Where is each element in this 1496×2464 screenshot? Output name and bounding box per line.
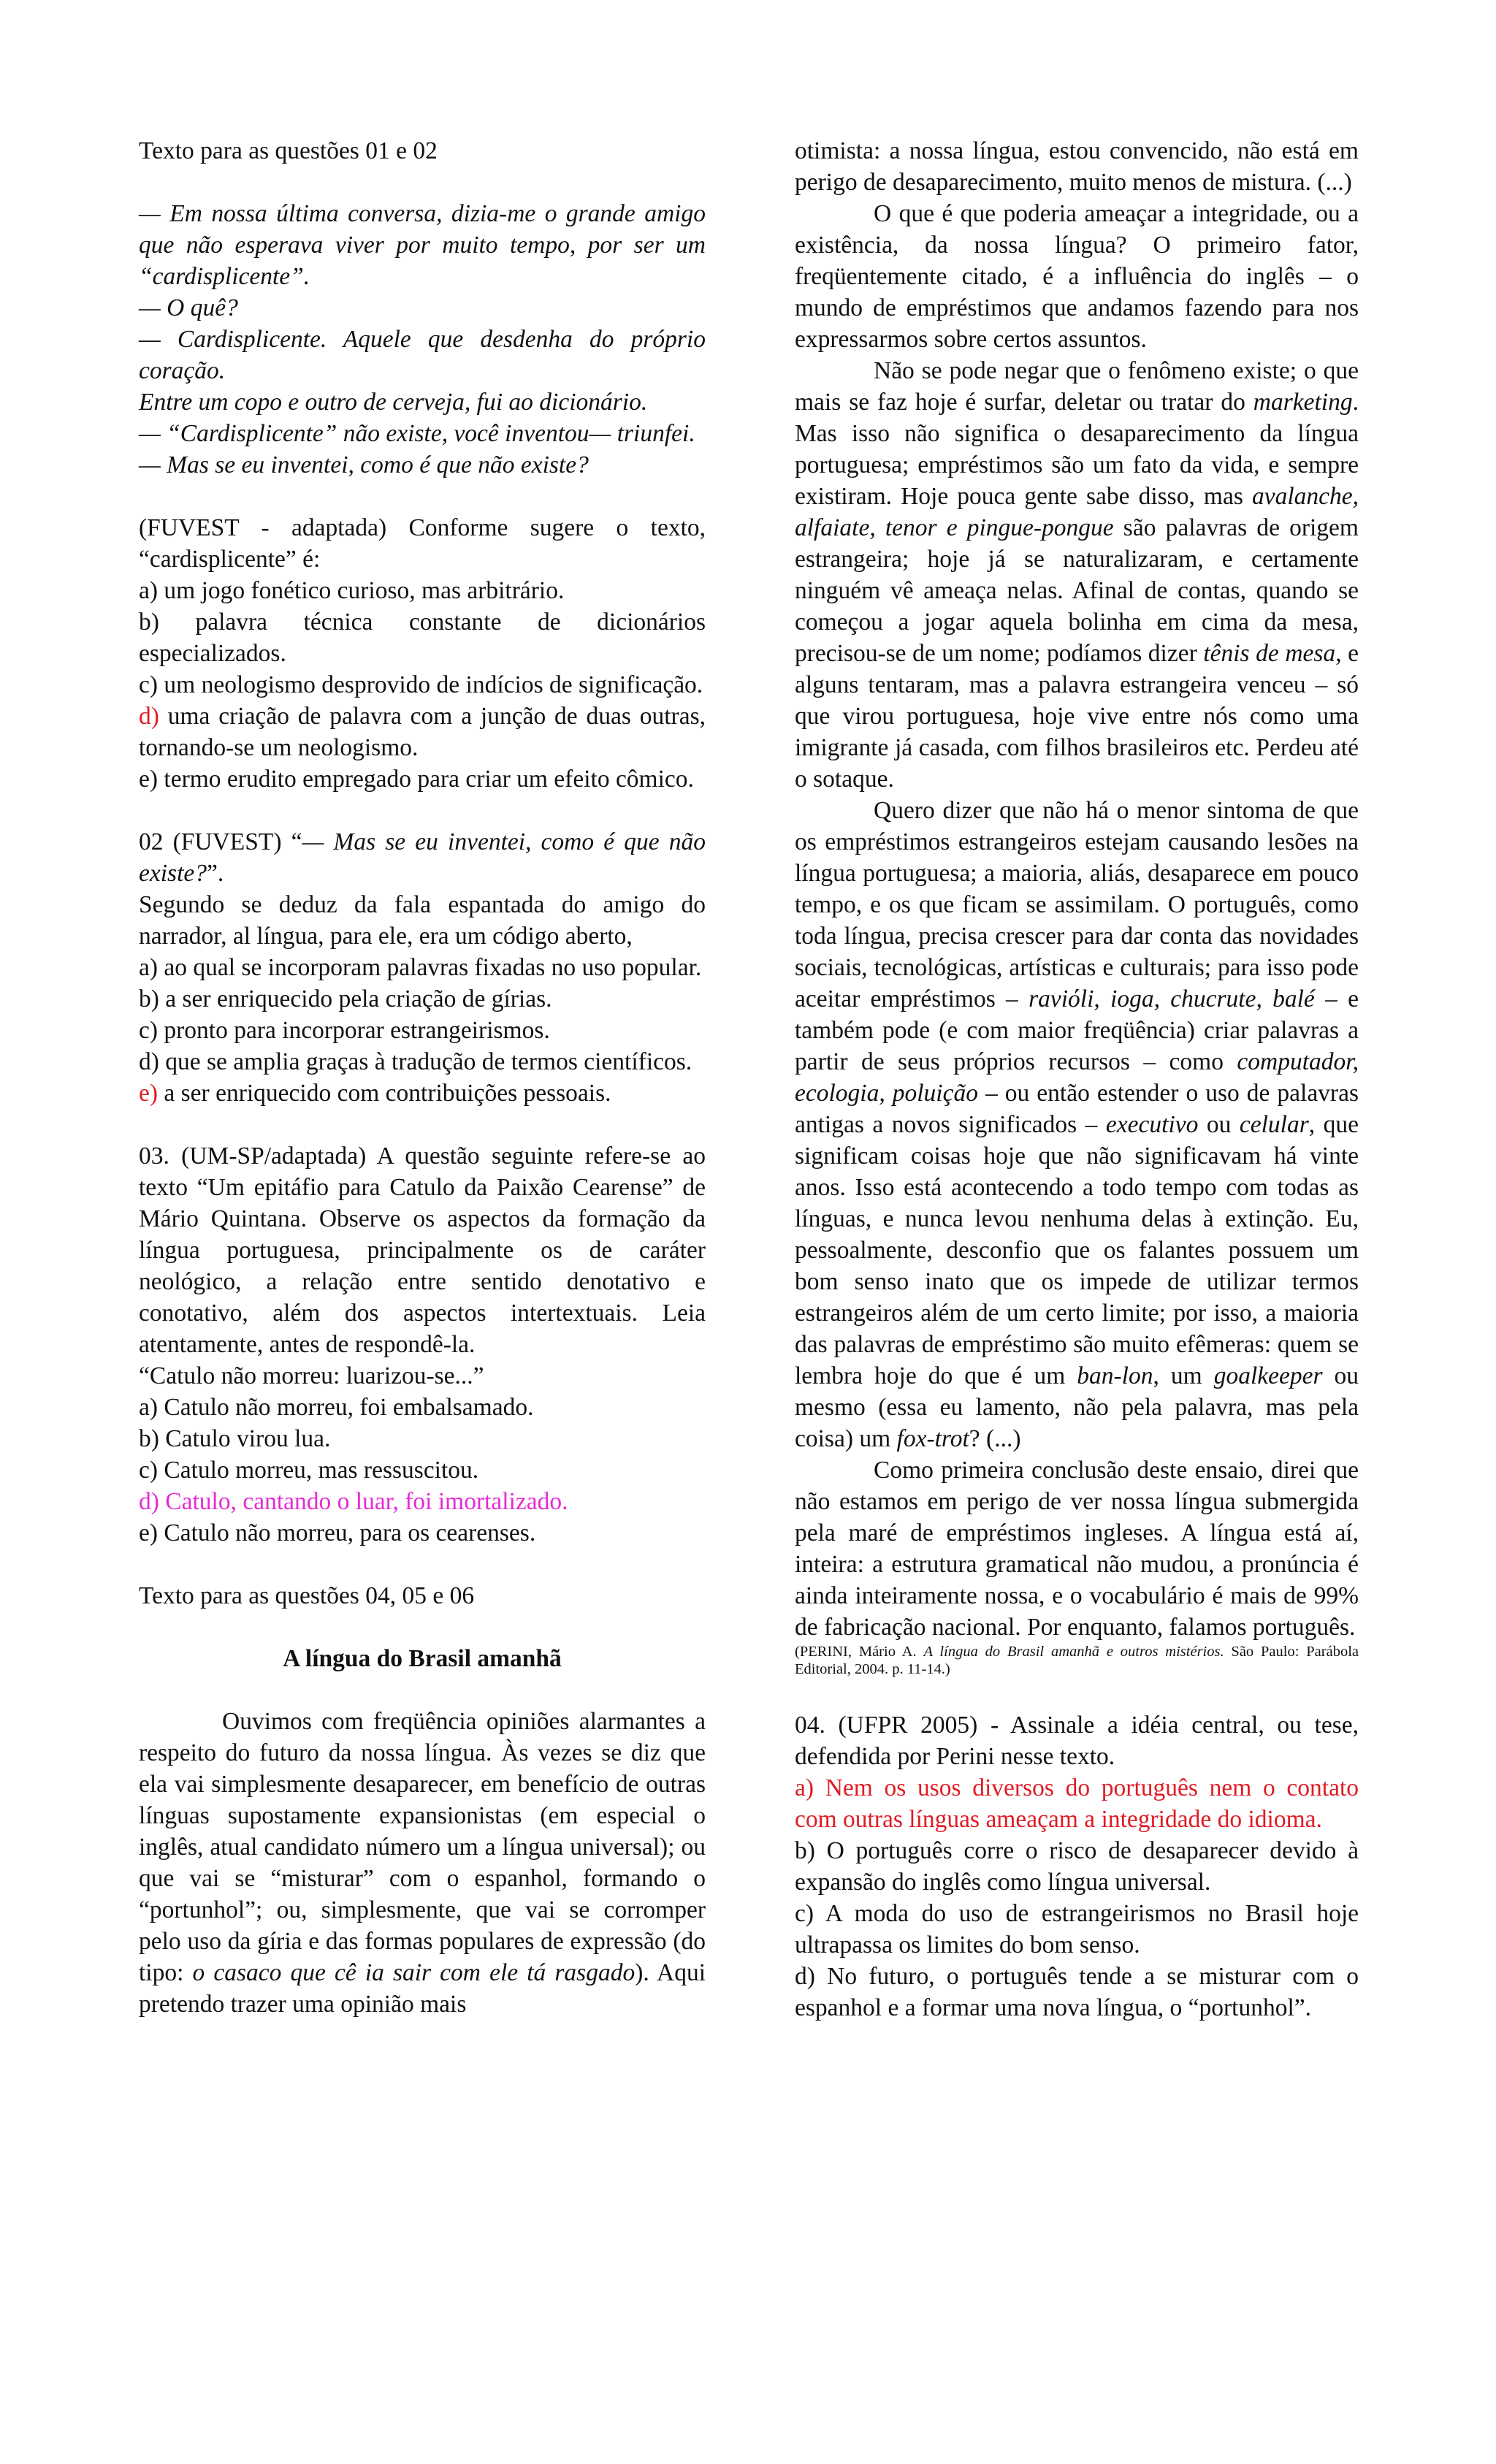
question-intro: Segundo se deduz da fala espantada do amigo do narrador, al língua, para ele, era um código aberto,	[139, 891, 706, 950]
option-c: c) pronto para incorporar estrangeirismos.	[139, 1017, 550, 1044]
question-03	[139, 1140, 706, 1549]
italic-term: computador, ecologia, poluição	[795, 1048, 1359, 1107]
question-01	[139, 512, 706, 795]
option-b: b) palavra técnica constante de dicionários especializados.	[139, 609, 706, 667]
question-02	[139, 826, 706, 1109]
option-b: b) O português corre o risco de desaparecer devido à expansão do inglês como língua universal.	[795, 1837, 1359, 1896]
question-04	[795, 1709, 1359, 2024]
text-run: ? (...)	[969, 1425, 1021, 1452]
question-stem	[139, 826, 706, 889]
text-run: (PERINI, Mário A.	[795, 1644, 924, 1660]
text-run: ou	[1198, 1111, 1240, 1138]
option-text: uma criação de palavra com a junção de duas outras, tornando-se um neologismo.	[139, 703, 706, 761]
option-e-correct	[139, 1077, 706, 1109]
article-paragraph-1	[139, 1706, 706, 2020]
option-a: a) ao qual se incorporam palavras fixadas no uso popular.	[139, 954, 702, 981]
italic-term: ban-lon	[1077, 1362, 1153, 1389]
option-b: b) Catulo virou lua.	[139, 1425, 331, 1452]
option-e: e) termo erudito empregado para criar um efeito cômico.	[139, 766, 694, 793]
left-column	[139, 135, 706, 2020]
question-quote: “Catulo não morreu: luarizou-se...”	[139, 1362, 484, 1389]
dialog-line: — Cardisplicente. Aquele que desdenha do próprio coração.	[139, 326, 706, 384]
text-run: são palavras de origem estrangeira; hoje já se naturalizaram, e certamente ninguém vê ameaça nelas. Afinal de contas, quando se começou a jogar aquela bolinha em cima da mesa, precisou-se de um nome; podíamos dizer	[795, 514, 1359, 667]
text-run: Não se pode negar que o fenômeno existe; o que mais se faz hoje é surfar, deletar ou tratar do	[795, 357, 1359, 416]
text-run: Quero dizer que não há o menor sintoma de que os empréstimos estrangeiros estejam causando lesões na língua portuguesa; a maioria, aliás, desaparece em pouco tempo, e os que ficam se assimilam. O português, como toda língua, precisa crescer para dar conta das novidades sociais, tecnológicas, artísticas e culturais; para isso pode aceitar empréstimos –	[795, 797, 1359, 1012]
text-run: , que significam coisas hoje que não significavam há vinte anos. Isso está acontecendo a todo tempo com todas as línguas, e nunca levou nenhuma delas à extinção. Eu, pessoalmente, desconfio que os falantes possuem um bom senso inato que os impede de utilizar termos estrangeiros além de um certo limite; por isso, a maioria das palavras de empréstimo são muito efêmeras: quem se lembra hoje do que é um	[795, 1111, 1359, 1389]
text-run: ). Aqui pretendo trazer uma opinião mais	[139, 1959, 706, 2018]
option-text: a ser enriquecido com contribuições pessoais.	[158, 1080, 611, 1107]
dialog-line: — Em nossa última conversa, dizia-me o grande amigo que não esperava viver por muito tempo, por ser um “cardisplicente”.	[139, 200, 706, 290]
dialog-line: — Mas se eu inventei, como é que não existe?	[139, 451, 589, 478]
italic-term: tênis de mesa	[1203, 640, 1336, 667]
text-run: . Mas isso não significa o desaparecimento da língua portuguesa; empréstimos são um fato da vida, e sempre existiram. Hoje pouca gente sabe disso, mas	[795, 389, 1359, 510]
italic-term: raviόli, ioga, chucrute, balé	[1028, 985, 1315, 1012]
option-e: e) Catulo não morreu, para os cearenses.	[139, 1519, 536, 1546]
article-paragraph-2: O que é que poderia ameaçar a integridade, ou a existência, da nossa língua? O primeiro fator, freqüentemente citado, é a influência do inglês – o mundo de empréstimos que andamos fazendo para nos expressarmos sobre certos assuntos.	[795, 200, 1359, 353]
intro-text-01-02: Texto para as questões 01 e 02	[139, 137, 438, 164]
stem-suffix: ”.	[207, 860, 224, 887]
stem-prefix: 02 (FUVEST) “	[139, 828, 302, 855]
option-d-correct: d) Catulo, cantando o luar, foi imortalizado.	[139, 1488, 568, 1515]
answer-letter: d)	[139, 703, 159, 730]
dialog-line: — O quê?	[139, 294, 238, 321]
question-stem: 04. (UFPR 2005) - Assinale a idéia central, ou tese, defendida por Perini nesse texto.	[795, 1712, 1359, 1770]
question-stem: (FUVEST - adaptada) Conforme sugere o texto, “cardisplicente” é:	[139, 514, 706, 573]
question-stem: 03. (UM-SP/adaptada) A questão seguinte refere-se ao texto “Um epitáfio para Catulo da Paixão Cearense” de Mário Quintana. Observe os aspectos da formação da língua portuguesa, principalmente os de caráter neológico, a relação entre sentido denotativo e conotativo, além dos aspectos intertextuais. Leia atentamente, antes de respondê-la.	[139, 1143, 706, 1358]
option-c: c) Catulo morreu, mas ressuscitou.	[139, 1457, 479, 1484]
option-d: d) que se amplia graças à tradução de termos científicos.	[139, 1048, 692, 1075]
article-paragraph-3	[795, 355, 1359, 795]
intro-text-04-06: Texto para as questões 04, 05 e 06	[139, 1582, 475, 1609]
text-run: Ouvimos com freqüência opiniões alarmantes a respeito do futuro da nossa língua. Às vezes se diz que ela vai simplesmente desaparecer, em benefício de outras línguas supostamente expansionistas (em especial o inglês, atual candidato número um a língua universal); ou que vai se “misturar” com o espanhol, formando o “portunhol”; ou, simplesmente, que vai se corromper pelo uso da gíria e das formas populares de expressão (do tipo:	[139, 1708, 706, 1986]
option-a: a) Catulo não morreu, foi embalsamado.	[139, 1394, 534, 1421]
article-paragraph-1-continued: otimista: a nossa língua, estou convencido, não está em perigo de desaparecimento, muito menos de mistura. (...)	[795, 137, 1359, 196]
dialog-excerpt	[139, 198, 706, 481]
option-a: a) um jogo fonético curioso, mas arbitrário.	[139, 577, 565, 604]
option-c: c) A moda do uso de estrangeirismos no Brasil hoje ultrapassa os limites do bom senso.	[795, 1900, 1359, 1958]
italic-example: o casaco que cê ia sair com ele tá rasgado	[192, 1959, 636, 1986]
italic-term: avalanche, alfaiate, tenor e pingue-pongue	[795, 483, 1359, 541]
stem-quote: — Mas se eu inventei, como é que não existe?	[139, 828, 706, 887]
option-a-correct: a) Nem os usos diversos do português nem o contato com outras línguas ameaçam a integridade do idioma.	[795, 1774, 1359, 1833]
italic-term: marketing	[1253, 389, 1353, 416]
dialog-line: — “Cardisplicente” não existe, você inventou— triunfei.	[139, 420, 695, 447]
bibliographic-reference	[795, 1643, 1359, 1678]
option-d: d) No futuro, o português tende a se misturar com o espanhol e a formar uma nova língua, o “portunhol”.	[795, 1963, 1359, 2021]
text-run: , um	[1153, 1362, 1214, 1389]
option-d-correct	[139, 701, 706, 763]
article-paragraph-5: Como primeira conclusão deste ensaio, direi que não estamos em perigo de ver nossa língua submergida pela maré de empréstimos ingleses. A língua está aí, inteira: a estrutura gramatical não mudou, a pronúncia é ainda inteiramente nossa, e o vocabulário é mais de 99% de fabricação nacional. Por enquanto, falamos português.	[795, 1457, 1359, 1641]
option-b: b) a ser enriquecido pela criação de gírias.	[139, 985, 552, 1012]
right-column	[795, 135, 1359, 2024]
answer-letter: e)	[139, 1080, 159, 1107]
option-c: c) um neologismo desprovido de indícios de significação.	[139, 671, 703, 698]
text-run: – e também pode (e com maior freqüência) criar palavras a partir de seus próprios recursos – como	[795, 985, 1359, 1075]
text-run: , e alguns tentaram, mas a palavra estrangeira venceu – só que virou portuguesa, hoje vive entre nós como uma imigrante já casada, com filhos brasileiros etc. Perdeu até o sotaque.	[795, 640, 1359, 793]
italic-term: celular	[1239, 1111, 1309, 1138]
text-run: ou mesmo (essa eu lamento, não pela palavra, mas pela coisa) um	[795, 1362, 1359, 1452]
italic-term: executivo	[1105, 1111, 1199, 1138]
dialog-line: Entre um copo e outro de cerveja, fui ao dicionário.	[139, 389, 648, 416]
text-run: – ou então estender o uso de palavras antigas a novos significados –	[795, 1080, 1359, 1138]
text-run: São Paulo: Parábola Editorial, 2004. p. 11-14.)	[795, 1644, 1359, 1677]
italic-term: fox-trot	[896, 1425, 969, 1452]
article-title: A língua do Brasil amanhã	[283, 1645, 562, 1672]
book-title: A língua do Brasil amanhã e outros mistérios.	[923, 1644, 1224, 1660]
article-paragraph-4	[795, 795, 1359, 1454]
italic-term: goalkeeper	[1213, 1362, 1323, 1389]
